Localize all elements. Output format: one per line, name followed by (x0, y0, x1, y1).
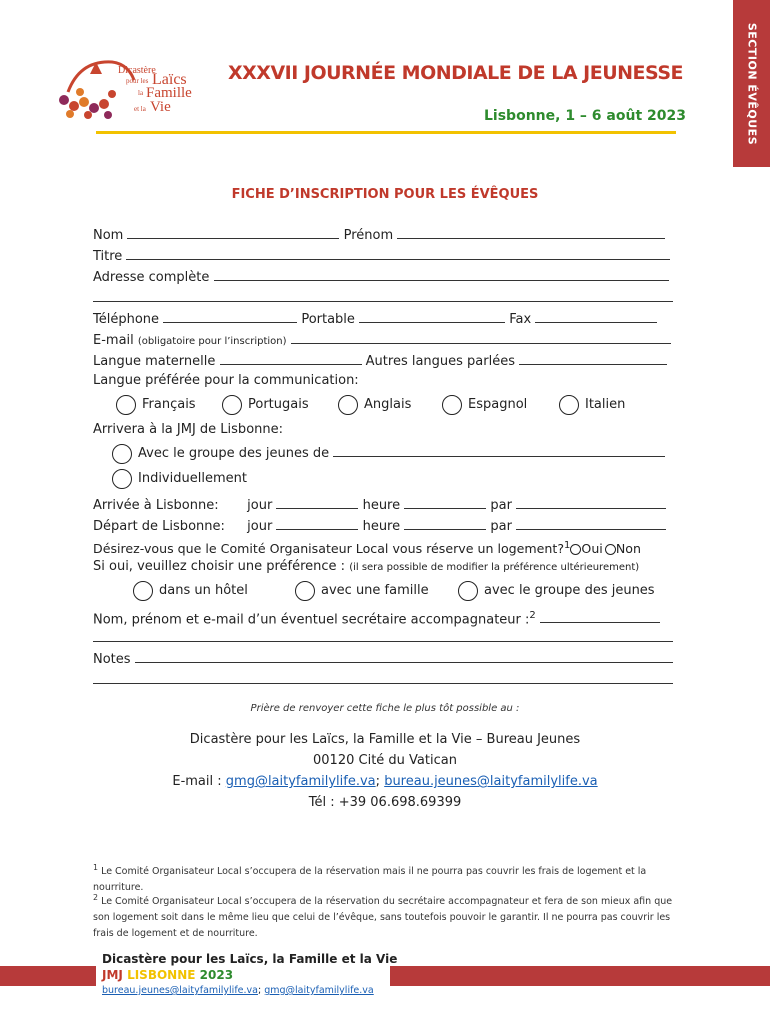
logement-question: Désirez-vous que le Comité Organisateur Local vous réserve un logement? (93, 541, 565, 557)
option-anglais-label: Anglais (364, 397, 412, 412)
form-title: FICHE D’INSCRIPTION POUR LES ÉVÊQUES (231, 187, 539, 202)
jour-label: jour (247, 519, 273, 534)
radio-non-icon[interactable] (605, 544, 616, 555)
row-notes-2 (93, 670, 673, 688)
depart-par-input[interactable] (516, 516, 666, 530)
adresse-input[interactable] (214, 267, 669, 281)
depart-jour-input[interactable] (276, 516, 358, 530)
arrivera-label: Arrivera à la JMJ de Lisbonne: (93, 422, 283, 437)
radio-icon[interactable] (112, 469, 132, 489)
secretaire-input-2[interactable] (93, 628, 673, 642)
footer-org: Dicastère pour les Laïcs, la Famille et la Vie (102, 952, 398, 966)
nom-label: Nom (93, 228, 124, 243)
depart-heure-input[interactable] (404, 516, 486, 530)
fax-label: Fax (509, 312, 532, 327)
par-label: par (490, 519, 512, 534)
return-note: Prière de renvoyer cette fiche le plus tôt possible au : (250, 703, 520, 714)
email-input[interactable] (291, 330, 671, 344)
footer-emails (102, 985, 374, 996)
footer-lisbonne: LISBONNE (127, 968, 196, 982)
depart-label: Départ de Lisbonne: (93, 519, 225, 534)
logo-line7: Vie (150, 99, 171, 115)
option-francais[interactable] (116, 394, 196, 416)
option-hotel-label: dans un hôtel (159, 583, 248, 598)
option-avec-groupe[interactable] (112, 443, 665, 465)
email-link-gmg[interactable]: gmg@laityfamilylife.va (225, 774, 376, 789)
notes-input-2[interactable] (93, 670, 673, 684)
adresse-label: Adresse complète (93, 270, 210, 285)
portable-input[interactable] (359, 309, 505, 323)
dicastery-logo (50, 52, 210, 122)
row-arrivee (93, 495, 666, 513)
option-famille[interactable] (295, 580, 429, 602)
footer-jmj (102, 968, 233, 982)
email-link-bureau[interactable]: bureau.jeunes@laityfamilylife.va (384, 774, 598, 789)
row-secretaire-2 (93, 628, 673, 646)
event-title: XXXVII JOURNÉE MONDIALE DE LA JEUNESSE (228, 62, 684, 84)
footer-box (96, 948, 398, 1004)
radio-icon[interactable] (295, 581, 315, 601)
radio-icon[interactable] (338, 395, 358, 415)
footnote-2-text: Le Comité Organisateur Local s’occupera de la réservation du secrétaire accompagnateur et fera de son mieux afin que son logement soit dans le même lieu que celui de l’évêque, sans toutefois pouvoir le garantir. Il ne pourra pas couvrir les frais de logement et de nourriture. (93, 896, 673, 940)
email-separator: ; (375, 774, 381, 789)
footnote-1-mark: 1 (93, 863, 99, 872)
oui-label: Oui (581, 541, 603, 557)
non-label: Non (615, 541, 641, 557)
header-rule (96, 131, 676, 134)
secretaire-input[interactable] (540, 609, 660, 623)
footer-jmj-label: JMJ (102, 968, 123, 982)
email-label: E-mail : (172, 774, 222, 789)
langue-preferee-label: Langue préférée pour la communication: (93, 373, 359, 388)
preference-question: Si oui, veuillez choisir une préférence : (93, 559, 346, 574)
notes-label: Notes (93, 652, 131, 667)
row-notes (93, 649, 673, 667)
footer-email-gmg[interactable]: gmg@laityfamilylife.va (264, 985, 374, 996)
row-depart (93, 516, 666, 534)
option-anglais[interactable] (338, 394, 411, 416)
nom-input[interactable] (127, 225, 339, 239)
footer-separator: ; (257, 985, 262, 996)
option-espagnol[interactable] (442, 394, 527, 416)
titre-label: Titre (93, 249, 123, 264)
heure-label: heure (362, 519, 401, 534)
notes-input[interactable] (135, 649, 673, 663)
radio-icon[interactable] (112, 444, 132, 464)
footer-email-bureau[interactable]: bureau.jeunes@laityfamilylife.va (102, 985, 258, 996)
email-label: E-mail (93, 333, 134, 348)
address-line2: 00120 Cité du Vatican (313, 753, 457, 768)
option-francais-label: Français (142, 397, 196, 412)
section-tab-label: SECTION ÉVÊQUES (745, 22, 758, 145)
arrivee-jour-input[interactable] (276, 495, 358, 509)
autres-langues-input[interactable] (519, 351, 667, 365)
footer-bar-left (0, 966, 96, 986)
address-emails (0, 774, 770, 789)
option-famille-label: avec une famille (321, 583, 429, 598)
event-subtitle: Lisbonne, 1 – 6 août 2023 (484, 108, 686, 124)
address-line1: Dicastère pour les Laïcs, la Famille et la Vie – Bureau Jeunes (189, 732, 581, 747)
adresse-input-2[interactable] (93, 288, 673, 302)
row-preference (93, 558, 639, 576)
autres-langues-label: Autres langues parlées (365, 354, 516, 369)
logo-line6: et la (134, 105, 146, 113)
row-telephone (93, 309, 657, 327)
radio-icon[interactable] (559, 395, 579, 415)
logo-line1: Dicastère (118, 65, 156, 76)
logo-line2: pour les (126, 77, 149, 85)
radio-icon[interactable] (116, 395, 136, 415)
option-italien-label: Italien (585, 397, 626, 412)
footnote-1-text: Le Comité Organisateur Local s’occupera de la réservation mais il ne pourra pas couvrir les frais de logement et la nourriture. (93, 866, 647, 894)
option-groupe-jeunes[interactable] (458, 580, 655, 602)
langue-maternelle-label: Langue maternelle (93, 354, 216, 369)
section-tab (733, 0, 770, 167)
preference-note: (il sera possible de modifier la préférence ultérieurement) (349, 562, 640, 573)
portable-label: Portable (301, 312, 355, 327)
par-label: par (490, 498, 512, 513)
logo-line5: Famille (146, 85, 192, 101)
email-note: (obligatoire pour l’inscription) (137, 336, 287, 347)
footnote-ref-2: 2 (529, 610, 536, 621)
footer-bar-right (390, 966, 770, 986)
row-adresse-2 (93, 288, 673, 306)
prenom-label: Prénom (343, 228, 394, 243)
option-espagnol-label: Espagnol (468, 397, 528, 412)
option-individuellement[interactable] (112, 468, 247, 490)
prenom-input[interactable] (397, 225, 665, 239)
jour-label: jour (247, 498, 273, 513)
row-titre (93, 246, 670, 264)
groupe-input[interactable] (333, 443, 665, 457)
address-tel: Tél : +39 06.698.69399 (308, 795, 462, 810)
row-logement (93, 537, 641, 555)
langue-maternelle-input[interactable] (220, 351, 362, 365)
logo-line3: Laïcs (152, 71, 187, 88)
radio-icon[interactable] (133, 581, 153, 601)
row-langues (93, 351, 667, 369)
radio-icon[interactable] (442, 395, 462, 415)
option-italien[interactable] (559, 394, 625, 416)
option-hotel[interactable] (133, 580, 248, 602)
arrivee-label: Arrivée à Lisbonne: (93, 498, 219, 513)
footnote-2-mark: 2 (93, 893, 99, 902)
row-email (93, 330, 671, 348)
row-secretaire (93, 607, 660, 628)
radio-icon[interactable] (458, 581, 478, 601)
option-avec-groupe-label: Avec le groupe des jeunes de (138, 446, 330, 461)
option-portugais[interactable] (222, 394, 309, 416)
telephone-input[interactable] (163, 309, 297, 323)
arrivee-par-input[interactable] (516, 495, 666, 509)
fax-input[interactable] (535, 309, 657, 323)
telephone-label: Téléphone (93, 312, 160, 327)
logo-line4: la (138, 89, 144, 97)
secretaire-label: Nom, prénom et e-mail d’un éventuel secrétaire accompagnateur : (93, 612, 530, 628)
radio-icon[interactable] (222, 395, 242, 415)
arrivee-heure-input[interactable] (404, 495, 486, 509)
row-nom (93, 225, 665, 243)
titre-input[interactable] (126, 246, 670, 260)
option-individuellement-label: Individuellement (138, 471, 247, 486)
row-adresse (93, 267, 669, 285)
footnote-2 (93, 890, 673, 942)
footnote-ref-1: 1 (564, 540, 571, 551)
option-portugais-label: Portugais (248, 397, 309, 412)
footer-year: 2023 (199, 968, 234, 982)
heure-label: heure (362, 498, 401, 513)
option-groupe-jeunes-label: avec le groupe des jeunes (484, 583, 655, 598)
radio-oui-icon[interactable] (570, 544, 581, 555)
